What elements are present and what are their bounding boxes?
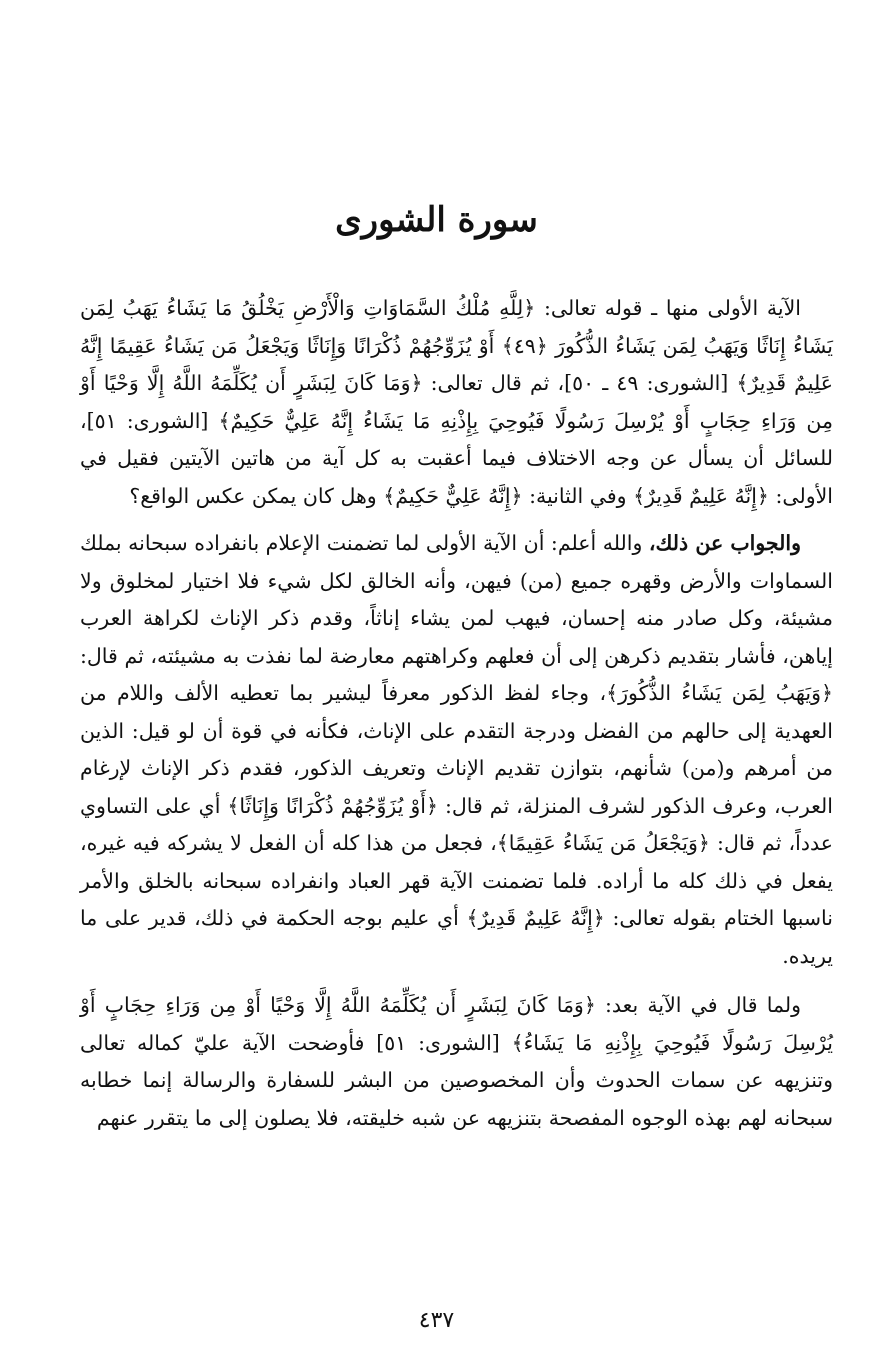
paragraph-answer (80, 525, 833, 975)
paragraph-second-verse: ولما قال في الآية بعد: ﴿وَمَا كَانَ لِبَشَرٍ أَن يُكَلِّمَهُ اللَّهُ إِلَّا وَحْيًا أَوْ مِن وَرَاءِ حِجَابٍ أَوْ يُرْسِلَ رَسُولًا فَيُوحِيَ بِإِذْنِهِ مَا يَشَاءُ﴾ [الشورى: ٥١] فأوضحت الآية عليّ كماله تعالى وتنزيهه عن سمات الحدوث وأن المخصوصين من البشر للسفارة والرسالة إنما خطابه سبحانه لهم بهذه الوجوه المفصحة بتنزيهه عن شبه خليقته، فلا يصلون إلى ما يتقرر عنهم (80, 993, 833, 1130)
page-number: ٤٣٧ (418, 1308, 455, 1333)
answer-text: والله أعلم: أن الآية الأولى لما تضمنت الإعلام بانفراده سبحانه بملك السماوات والأرض وقهره جميع (من) فيهن، وأنه الخالق لكل شيء فلا اختيار لمخلوق ولا مشيئة، وكل صادر منه إحسان، فيهب لمن يشاء إناثاً، وقدم ذكر الإناث لكراهة العرب إياهن، فأشار بتقديم ذكرهن إلى أن فعلهم وكراهتهم معارضة لما نفذت به مشيئته، ثم قال: ﴿وَيَهَبُ لِمَن يَشَاءُ الذُّكُورَ﴾، وجاء لفظ الذكور معرفاً ليشير بما تعطيه الألف واللام من العهدية إلى حالهم من الفضل ودرجة التقدم على الإناث، فكأنه في قوة أن لو قيل: الذين من أمرهم و(من) شأنهم، بتوازن تقديم الإناث وتعريف الذكور، فقدم ذكر الإناث لإرغام العرب، وعرف الذكور لشرف المنزلة، ثم قال: ﴿أَوْ يُزَوِّجُهُمْ ذُكْرَانًا وَإِنَاثًا﴾ أي على التساوي عدداً، ثم قال: ﴿وَيَجْعَلُ مَن يَشَاءُ عَقِيمًا﴾، فجعل من هذا كله أن الفعل لا يشركه فيه غيره، يفعل في ذلك كله ما أراده. فلما تضمنت الآية قهر العباد وانفراده سبحانه بالخلق والأمر ناسبها الختام بقوله تعالى: ﴿إِنَّهُ عَلِيمٌ قَدِيرٌ﴾ أي عليم بوجه الحكمة في ذلك، قدير على ما يريده. (80, 531, 833, 968)
paragraph-question: الآية الأولى منها ـ قوله تعالى: ﴿لِلَّهِ مُلْكُ السَّمَاوَاتِ وَالْأَرْضِ يَخْلُقُ مَا يَشَاءُ يَهَبُ لِمَن يَشَاءُ إِنَاثًا وَيَهَبُ لِمَن يَشَاءُ الذُّكُورَ ﴿٤٩﴾ أَوْ يُزَوِّجُهُمْ ذُكْرَانًا وَإِنَاثًا وَيَجْعَلُ مَن يَشَاءُ عَقِيمًا إِنَّهُ عَلِيمٌ قَدِيرٌ﴾ [الشورى: ٤٩ ـ ٥٠]، ثم قال تعالى: ﴿وَمَا كَانَ لِبَشَرٍ أَن يُكَلِّمَهُ اللَّهُ إِلَّا وَحْيًا أَوْ مِن وَرَاءِ حِجَابٍ أَوْ يُرْسِلَ رَسُولًا فَيُوحِيَ بِإِذْنِهِ مَا يَشَاءُ إِنَّهُ عَلِيٌّ حَكِيمٌ﴾ [الشورى: ٥١]، للسائل أن يسأل عن وجه الاختلاف فيما أعقبت به كل آية من هاتين الآيتين فقيل في الأولى: ﴿إِنَّهُ عَلِيمٌ قَدِيرٌ﴾ وفي الثانية: ﴿إِنَّهُ عَلِيٌّ حَكِيمٌ﴾ وهل كان يمكن عكس الواقع؟ (80, 296, 833, 508)
page-body (80, 290, 833, 1149)
surah-title: سورة الشورى (335, 200, 538, 240)
answer-lead: والجواب عن ذلك، (648, 531, 801, 555)
